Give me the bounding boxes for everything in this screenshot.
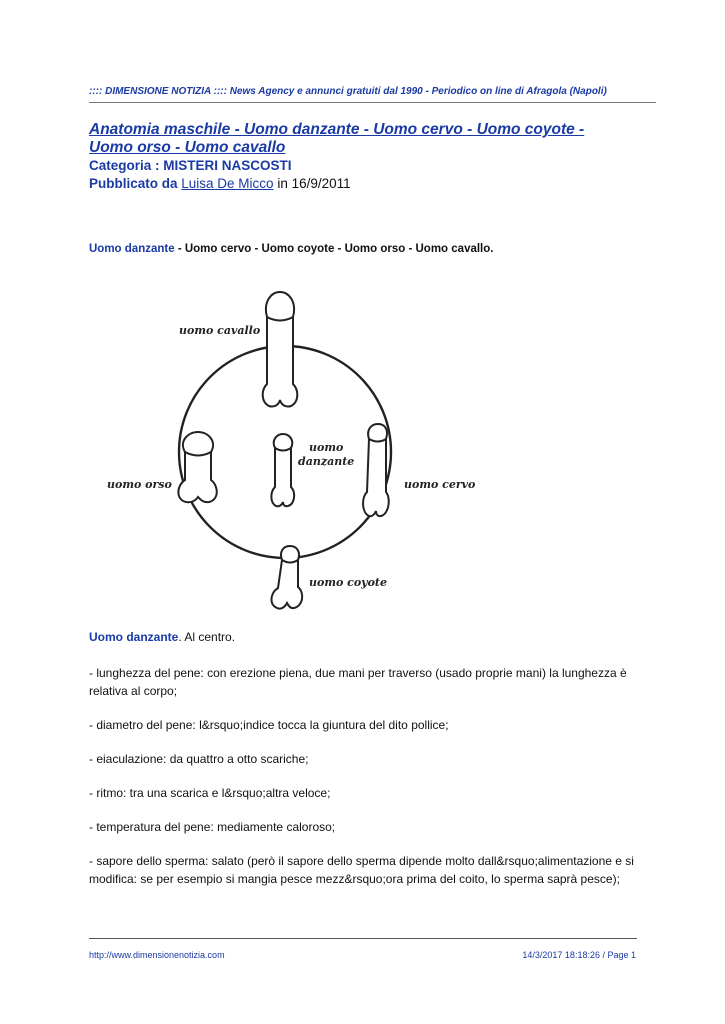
list-item: - lunghezza del pene: con erezione piena, due mani per traverso (usado proprie mani) la lunghezza è relativa al corpo;: [89, 666, 627, 698]
intro-line: [89, 243, 493, 255]
figure-coyote: [271, 546, 302, 609]
category-line: [89, 158, 292, 173]
section-title: Uomo danzante: [89, 630, 179, 644]
footer-divider: [89, 938, 637, 939]
intro-rest: - Uomo cervo - Uomo coyote - Uomo orso - Uomo cavallo.: [174, 243, 494, 255]
list-item: - temperatura del pene: mediamente caloroso;: [89, 820, 336, 834]
figure-orso: [178, 432, 216, 502]
label-cervo: uomo cervo: [404, 478, 476, 491]
intro-highlight: Uomo danzante: [89, 243, 175, 255]
list-item: - ritmo: tra una scarica e l&rsquo;altra veloce;: [89, 786, 331, 800]
list-item: - sapore dello sperma: salato (però il sapore dello sperma dipende molto dall&rsquo;alimentazione e si modifica: se per esempio si mangia pesce mezz&rsquo;ora prima del coito, lo sperma saprà pesce);: [89, 854, 634, 886]
label-orso: uomo orso: [107, 478, 172, 491]
category-value: MISTERI NASCOSTI: [163, 158, 292, 173]
author-link[interactable]: Luisa De Micco: [181, 176, 274, 191]
header-divider: [89, 102, 656, 103]
list-item: - diametro del pene: l&rsquo;indice tocca la giuntura del dito pollice;: [89, 718, 449, 732]
figure-cervo: [363, 424, 389, 516]
footer-url[interactable]: http://www.dimensionenotizia.com: [89, 950, 225, 960]
publish-date: in 16/9/2011: [273, 176, 351, 191]
label-cavallo: uomo cavallo: [179, 324, 261, 337]
list-item: - eiaculazione: da quattro a otto scariche;: [89, 752, 309, 766]
footer-page-info: 14/3/2017 18:18:26 / Page 1: [522, 950, 636, 960]
published-line: [89, 176, 351, 191]
label-danzante-line1: uomo: [309, 441, 344, 454]
label-coyote: uomo coyote: [309, 576, 387, 589]
section-suffix: . Al centro.: [178, 630, 236, 644]
anatomy-diagram: [95, 282, 480, 617]
article-title[interactable]: Anatomia maschile - Uomo danzante - Uomo cervo - Uomo coyote - Uomo orso - Uomo cavallo: [89, 121, 585, 156]
category-label: Categoria :: [89, 158, 164, 173]
site-header: :::: DIMENSIONE NOTIZIA :::: News Agency e annunci gratuiti dal 1990 - Periodico on line di Afragola (Napoli): [89, 86, 607, 97]
label-danzante-line2: danzante: [298, 455, 355, 468]
published-label: Pubblicato da: [89, 176, 182, 191]
figure-cavallo: [263, 292, 298, 407]
section-heading-line: [89, 628, 644, 646]
figure-danzante: [271, 434, 294, 506]
